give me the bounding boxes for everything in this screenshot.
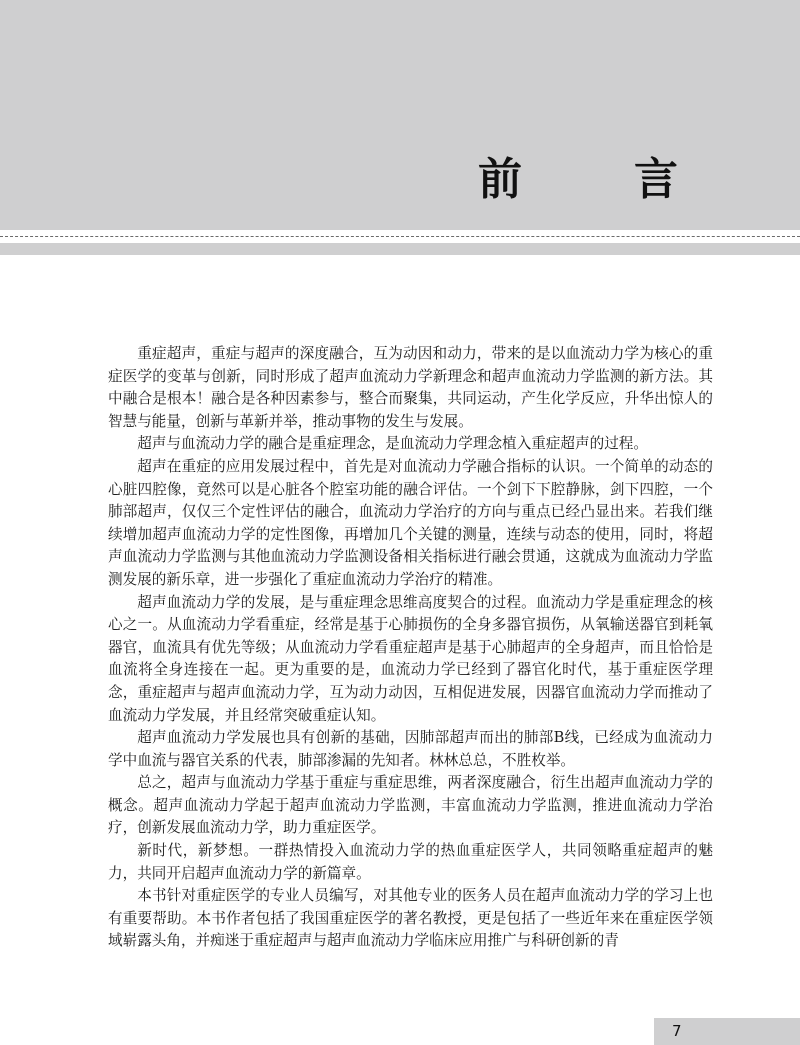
paragraph: 超声血流动力学的发展，是与重症理念思维高度契合的过程。血流动力学是重症理念的核心之一。从血流动力学看重症，经常是基于心肺损伤的全身多器官损伤，从氧输送器官到耗氧器官，血流具有优先等级；从血流动力学看重症超声是基于心肺超声的全身超声，而且恰恰是血流将全身连接在一起。更为重要的是，血流动力学已经到了器官化时代，基于重症医学理念，重症超声与超声血流动力学，互为动力动因，互相促进发展，因器官血流动力学而推动了血流动力学发展，并且经常突破重症认知。 [108,593,713,724]
page-number: 7 [672,1022,682,1040]
chapter-title: 前 言 [478,154,712,205]
paragraph: 超声与血流动力学的融合是重症理念，是血流动力学理念植入重症超声的过程。 [137,435,648,453]
paragraph: 重症超声，重症与超声的深度融合，互为动因和动力，带来的是以血流动力学为核心的重症医学的变革与创新，同时形成了超声血流动力学新理念和超声血流动力学监测的新方法。其中融合是根本！融合是各种因素参与，整合而聚集，共同运动，产生化学反应，升华出惊人的智慧与能量，创新与革新并举，推动事物的发生与发展。 [108,345,713,430]
paragraph: 超声血流动力学发展也具有创新的基础，因肺部超声而出的肺部B线，已经成为血流动力学中血流与器官关系的代表，肺部渗漏的先知者。林林总总，不胜枚举。 [108,729,713,769]
header-band [0,0,800,230]
dashed-divider [0,236,800,237]
paragraph: 总之，超声与血流动力学基于重症与重症思维，两者深度融合，衍生出超声血流动力学的概念。超声血流动力学起于超声血流动力学监测，丰富血流动力学监测，推进血流动力学治疗，创新发展血流动力学，助力重症医学。 [108,774,713,837]
paragraph: 本书针对重症医学的专业人员编写，对其他专业的医务人员在超声血流动力学的学习上也有重要帮助。本书作者包括了我国重症医学的著名教授，更是包括了一些近年来在重症医学领域崭露头角，并痴迷于重症超声与超声血流动力学临床应用推广与科研创新的青 [108,887,713,950]
header-bottom-band [0,243,800,255]
preface-body [108,343,713,953]
page-number-tab [654,1018,800,1045]
paragraph: 超声在重症的应用发展过程中，首先是对血流动力学融合指标的认识。一个简单的动态的心脏四腔像，竟然可以是心脏各个腔室功能的融合评估。一个剑下下腔静脉，剑下四腔，一个肺部超声，仅仅三个定性评估的融合，血流动力学治疗的方向与重点已经凸显出来。若我们继续增加超声血流动力学的定性图像，再增加几个关键的测量，连续与动态的使用，同时，将超声血流动力学监测与其他血流动力学监测设备相关指标进行融会贯通，这就成为血流动力学监测发展的新乐章，进一步强化了重症血流动力学治疗的精准。 [108,457,713,588]
paragraph: 新时代，新梦想。一群热情投入血流动力学的热血重症医学人，共同领略重症超声的魅力，共同开启超声血流动力学的新篇章。 [108,842,713,882]
